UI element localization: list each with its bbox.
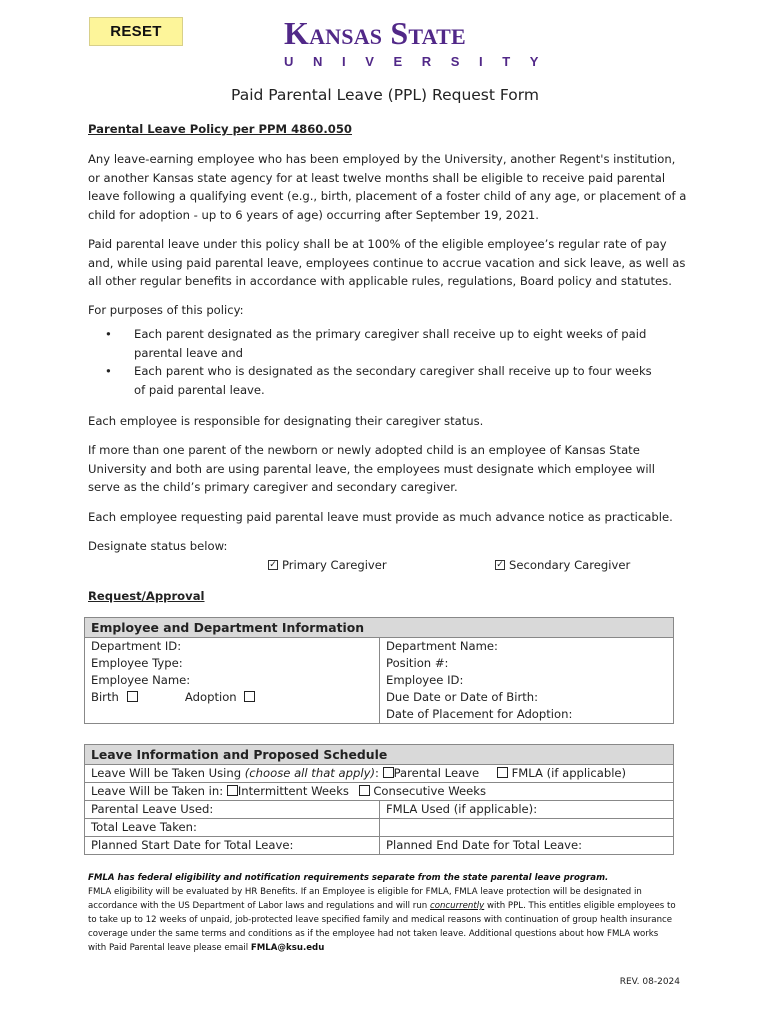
fmla-label: FMLA (if applicable): [511, 766, 627, 780]
form-title: Paid Parental Leave (PPL) Request Form: [231, 86, 539, 104]
paragraph-notice: Each employee requesting paid parental leave must provide as much advance notice as practicable.: [88, 510, 673, 524]
fmla-note: [88, 871, 678, 955]
employee-id-field[interactable]: Employee ID:: [380, 672, 674, 689]
leave-taken-using-row: Leave Will be Taken Using (choose all that apply): Parental Leave FMLA (if applicable): [85, 765, 674, 783]
intermittent-checkbox[interactable]: [227, 785, 238, 796]
secondary-caregiver-checkbox[interactable]: ✓: [496, 559, 504, 570]
end-date-field[interactable]: Planned End Date for Total Leave:: [380, 837, 674, 855]
designate-label: Designate status below:: [88, 539, 228, 553]
parental-used-field[interactable]: Parental Leave Used:: [85, 801, 380, 819]
bullet-item-primary: • Each parent designated as the primary caregiver shall receive up to eight weeks of paid parental leave and: [105, 327, 647, 360]
leave-info-header: Leave Information and Proposed Schedule: [85, 745, 674, 765]
adoption-label: Adoption: [184, 690, 237, 704]
revision-label: REV. 08-2024: [619, 977, 680, 987]
position-field[interactable]: Position #:: [380, 655, 674, 672]
fmla-note-concurrently: concurrently: [429, 901, 485, 911]
start-date-field[interactable]: Planned Start Date for Total Leave:: [85, 837, 380, 855]
secondary-caregiver-label: Secondary Caregiver: [509, 558, 631, 572]
fmla-email-link[interactable]: FMLA@ksu.edu: [250, 943, 325, 953]
paragraph-both-parents: If more than one parent of the newborn or newly adopted child is an employee of Kansas State University and both are using parental leave, the employees must designate which employee will serve as the child’s primary caregiver and secondary caregiver.: [88, 443, 655, 495]
primary-caregiver-option[interactable]: [268, 558, 387, 572]
consecutive-label: Consecutive Weeks: [373, 784, 487, 798]
birth-checkbox[interactable]: [127, 691, 138, 702]
paragraph-responsibility: Each employee is responsible for designating their caregiver status.: [88, 414, 484, 428]
caregiver-bullets: [100, 325, 660, 399]
logo-line2: UNIVERSITY: [284, 54, 559, 69]
fmla-checkbox[interactable]: [497, 767, 508, 778]
bullet-item-secondary: • Each parent who is designated as the secondary caregiver shall receive up to four weeks of paid parental leave.: [105, 364, 652, 397]
taken-using-label: Leave Will be Taken Using: [91, 766, 245, 780]
empty-cell-2: [380, 819, 674, 837]
employee-info-header: Employee and Department Information: [85, 618, 674, 638]
parental-leave-checkbox[interactable]: [383, 767, 394, 778]
fmla-note-text-b: with PPL. This entitles eligible employees to to take up to 12 weeks of unpaid, job-protected leave specified family and medical reasons with continuation of group health insurance coverage under the same terms and conditions as if the employee had not taken leave. Additional questions about how FMLA works with Paid Parental leave please email: [88, 901, 676, 953]
parental-leave-label: Parental Leave: [393, 766, 480, 780]
adoption-checkbox[interactable]: [244, 691, 255, 702]
fmla-note-text-a: FMLA eligibility will be evaluated by HR Benefits. If an Employee is eligible for FMLA, FMLA leave protection will be designated in accordance with the US Department of Labor laws and regulations and will run: [88, 887, 642, 911]
reset-button[interactable]: RESET: [89, 17, 183, 46]
primary-caregiver-label: Primary Caregiver: [282, 558, 387, 572]
fmla-used-field[interactable]: FMLA Used (if applicable):: [380, 801, 674, 819]
empty-cell: [85, 706, 380, 724]
consecutive-checkbox[interactable]: [359, 785, 370, 796]
secondary-caregiver-option[interactable]: [495, 558, 630, 572]
due-date-field[interactable]: Due Date or Date of Birth:: [380, 689, 674, 706]
employee-type-field[interactable]: Employee Type:: [85, 655, 380, 672]
request-approval-heading: Request/Approval: [88, 589, 205, 603]
birth-adoption-row: [85, 689, 380, 706]
fmla-note-heading: FMLA has federal eligibility and notification requirements separate from the state parental leave program.: [88, 873, 609, 883]
intermittent-label: Intermittent Weeks: [237, 784, 349, 798]
choose-all-note: (choose all that apply): [244, 766, 375, 780]
employee-info-table: [84, 617, 674, 724]
paragraph-eligibility: Any leave-earning employee who has been employed by the University, another Regent's institution, or another Kansas state agency for at least twelve months shall be eligible to receive paid parental leave following a qualifying event (e.g., birth, placement of a foster child of any age, or placement of a child for adoption - up to 6 years of age) occurring after September 19, 2021.: [88, 152, 687, 222]
employee-name-field[interactable]: Employee Name:: [85, 672, 380, 689]
policy-heading: Parental Leave Policy per PPM 4860.050: [88, 122, 352, 136]
department-name-field[interactable]: Department Name:: [380, 638, 674, 656]
leave-taken-in-row: [85, 783, 674, 801]
taken-in-label: Leave Will be Taken in:: [91, 784, 227, 798]
logo-line1: Kansas State: [284, 15, 466, 51]
paragraph-pay-rate: Paid parental leave under this policy shall be at 100% of the eligible employee’s regular rate of pay and, while using paid parental leave, employees continue to accrue vacation and sick leave, as well as all other regular benefits in accordance with applicable rules, regulations, Board policy and statutes.: [88, 237, 686, 289]
department-id-field[interactable]: Department ID:: [85, 638, 380, 656]
university-logo: [284, 15, 559, 69]
birth-label: Birth: [91, 690, 119, 704]
primary-caregiver-checkbox[interactable]: ✓: [269, 559, 277, 570]
total-taken-field[interactable]: Total Leave Taken:: [85, 819, 380, 837]
placement-date-field[interactable]: Date of Placement for Adoption:: [380, 706, 674, 724]
paragraph-purposes: For purposes of this policy:: [88, 303, 244, 317]
leave-info-table: [84, 744, 674, 855]
